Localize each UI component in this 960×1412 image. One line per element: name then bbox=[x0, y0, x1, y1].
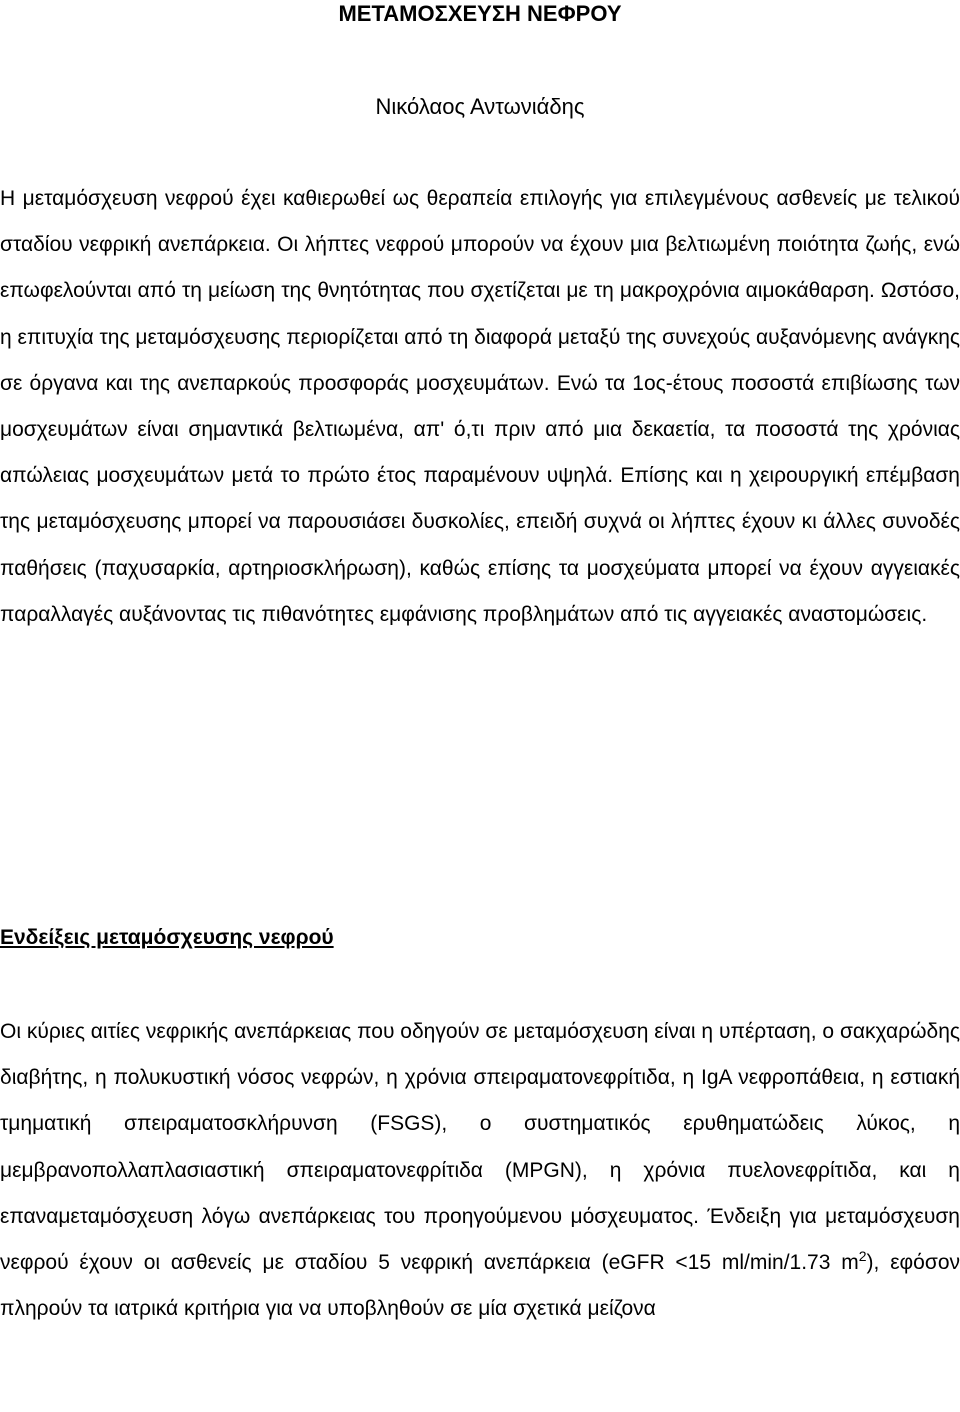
intro-paragraph: Η μεταμόσχευση νεφρού έχει καθιερωθεί ως θεραπεία επιλογής για επιλεγμένους ασθενείς με τελικού σταδίου νεφρική ανεπάρκεια. Οι λήπτες νεφρού μπορούν να έχουν μια βελτιωμένη ποιότητα ζωής, ενώ επωφελούνται από τη μείωση της θνητότητας που σχετίζεται με τη μακροχρόνια αιμοκάθαρση. Ωστόσο, η επιτυχία της μεταμόσχευσης περιορίζεται από τη διαφορά μεταξύ της συνεχούς αυξανόμενης ανάγκης σε όργανα και της ανεπαρκούς προσφοράς μοσχευμάτων. Ενώ τα 1ος-έτους ποσοστά επιβίωσης των μοσχευμάτων είναι σημαντικά βελτιωμένα, απ' ό,τι πριν από μια δεκαετία, τα ποσοστά της χρόνιας απώλειας μοσχευμάτων μετά το πρώτο έτος παραμένουν υψηλά. Επίσης και η χειρουργική επέμβαση της μεταμόσχευσης μπορεί να παρουσιάσει δυσκολίες, επειδή συχνά οι λήπτες έχουν κι άλλες συνοδές παθήσεις (παχυσαρκία, αρτηριοσκλήρωση), καθώς επίσης τα μοσχεύματα μπορεί να έχουν αγγειακές παραλλαγές αυξάνοντας τις πιθανότητες εμφάνισης προβλημάτων από τις αγγειακές αναστομώσεις. bbox=[0, 187, 960, 626]
section-heading: Ενδείξεις μεταμόσχευσης νεφρού bbox=[0, 926, 334, 949]
indications-paragraph bbox=[0, 1009, 960, 1332]
document-title: ΜΕΤΑΜΟΣΧΕΥΣΗ ΝΕΦΡΟΥ bbox=[338, 1, 622, 26]
indications-paragraph-text-2: ), εφόσον πληρούν τα ιατρικά κριτήρια για να υποβληθούν σε μία σχετικά μείζονα bbox=[0, 1251, 960, 1321]
superscript-exponent: 2 bbox=[858, 1248, 867, 1265]
indications-paragraph-text-1: Οι κύριες αιτίες νεφρικής ανεπάρκειας που οδηγούν σε μεταμόσχευση είναι η υπέρταση, ο σακχαρώδης διαβήτης, η πολυκυστική νόσος νεφρών, η χρόνια σπειραματονεφρίτιδα, η IgA νεφροπάθεια, η εστιακή τμηματική σπειραματοσκλήρυνση (FSGS), ο συστηματικός ερυθηματώδεις λύκος, η μεμβρανοπολλαπλασιαστική σπειραματονεφρίτιδα (MPGN), η χρόνια πυελονεφρίτιδα, και η επαναμεταμόσχευση λόγω ανεπάρκειας του προηγούμενου μόσχευματος. Ένδειξη για μεταμόσχευση νεφρού έχουν οι ασθενείς με σταδίου 5 νεφρική ανεπάρκεια (eGFR <15 ml/min/1.73 m bbox=[0, 1020, 960, 1275]
author-name: Νικόλαος Αντωνιάδης bbox=[375, 94, 585, 119]
